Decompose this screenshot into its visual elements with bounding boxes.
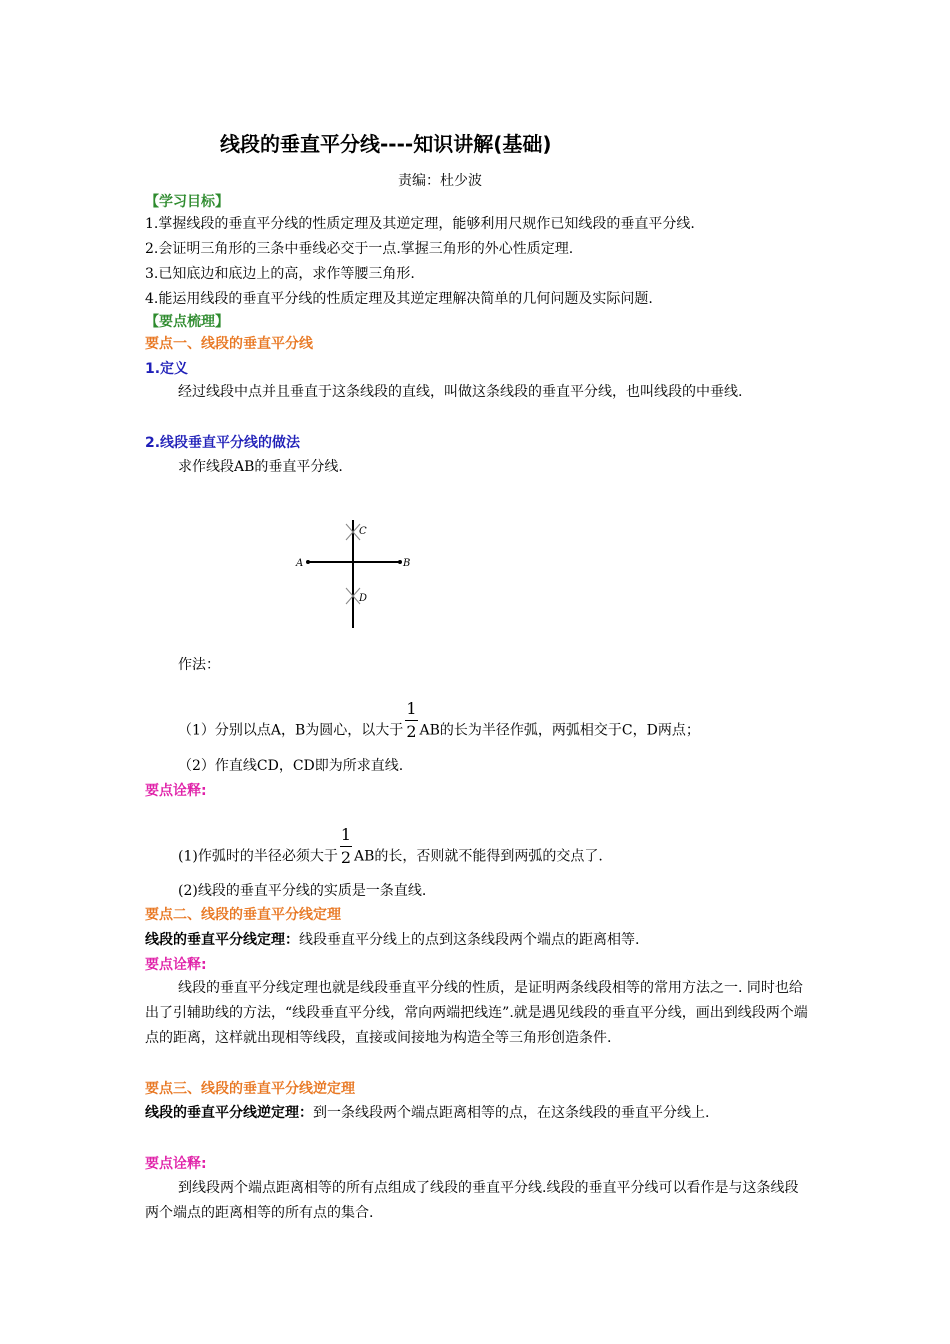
point1-note-heading: 要点诠释: — [145, 783, 207, 799]
point2-note-text: 线段的垂直平分线定理也就是线段垂直平分线的性质，是证明两条线段相等的常用方法之一. 同时也给出了引辅助线的方法，“线段垂直平分线，常向两端把线连”.就是遇见线段的垂直平分线，画出到线段两个端点的距离，这样就出现相等线段，直接或间接地为构造全等三角形创造条件. — [145, 980, 808, 1046]
point3-theorem — [145, 1101, 810, 1126]
converse-theorem-text: 到一条线段两个端点距离相等的点，在这条线段的垂直平分线上. — [313, 1105, 710, 1121]
point-a — [306, 560, 310, 564]
point2-note-heading: 要点诠释: — [145, 957, 207, 973]
fraction-one-half — [340, 824, 352, 869]
point1-heading: 要点一、线段的垂直平分线 — [145, 336, 313, 352]
point-b — [398, 560, 402, 564]
note1-text-after: AB的长，否则就不能得到两弧的交点了. — [354, 848, 603, 865]
step1-text-after: AB的长为半径作弧，两弧相交于C，D两点； — [419, 722, 700, 739]
perpendicular-bisector-figure — [290, 500, 420, 632]
point3-note-heading: 要点诠释: — [145, 1156, 207, 1172]
label-b: B — [403, 558, 411, 569]
steps-label: 作法： — [178, 657, 220, 673]
label-d: D — [359, 593, 368, 604]
note-1 — [178, 825, 603, 879]
editor-credit: 责编：杜少波 — [398, 173, 482, 189]
label-c: C — [359, 526, 367, 537]
key-points-heading: 【要点梳理】 — [145, 314, 229, 330]
method-heading: 2.线段垂直平分线的做法 — [145, 435, 301, 451]
theorem-text: 线段垂直平分线上的点到这条线段两个端点的距离相等. — [299, 932, 640, 948]
definition-heading: 1.定义 — [145, 361, 189, 377]
page-title: 线段的垂直平分线----知识讲解(基础) — [220, 132, 552, 156]
objective-item: 2.会证明三角形的三条中垂线必交于一点.掌握三角形的外心性质定理. — [145, 241, 574, 257]
fraction-one-half — [405, 698, 417, 743]
point3-heading: 要点三、线段的垂直平分线逆定理 — [145, 1081, 355, 1097]
definition-text: 经过线段中点并且垂直于这条线段的直线，叫做这条线段的垂直平分线，也叫线段的中垂线. — [178, 384, 743, 400]
step1-text-before: （1）分别以点A，B为圆心，以大于 — [178, 722, 404, 739]
point3-note-text: 到线段两个端点距离相等的所有点组成了线段的垂直平分线.线段的垂直平分线可以看作是与这条线段两个端点的距离相等的所有点的集合. — [145, 1180, 799, 1221]
method-intro: 求作线段AB的垂直平分线. — [178, 459, 343, 475]
point2-theorem — [145, 928, 639, 953]
objectives-heading: 【学习目标】 — [145, 194, 229, 210]
fraction-denominator: 2 — [406, 722, 417, 741]
step-1 — [178, 699, 700, 753]
note1-text-before: (1)作弧时的半径必须大于 — [178, 848, 338, 865]
objective-item: 4.能运用线段的垂直平分线的性质定理及其逆定理解决简单的几何问题及实际问题. — [145, 291, 653, 307]
converse-theorem-label: 线段的垂直平分线逆定理： — [145, 1105, 313, 1121]
label-a: A — [296, 558, 304, 569]
step-2: （2）作直线CD，CD即为所求直线. — [178, 758, 404, 774]
objective-item: 1.掌握线段的垂直平分线的性质定理及其逆定理，能够利用尺规作已知线段的垂直平分线. — [145, 216, 695, 232]
note-2: (2)线段的垂直平分线的实质是一条直线. — [178, 883, 427, 899]
fraction-numerator: 1 — [405, 698, 417, 721]
objective-item: 3.已知底边和底边上的高，求作等腰三角形. — [145, 266, 415, 282]
fraction-numerator: 1 — [340, 824, 352, 847]
fraction-denominator: 2 — [340, 848, 352, 867]
theorem-label: 线段的垂直平分线定理： — [145, 932, 299, 948]
point2-heading: 要点二、线段的垂直平分线定理 — [145, 907, 341, 923]
